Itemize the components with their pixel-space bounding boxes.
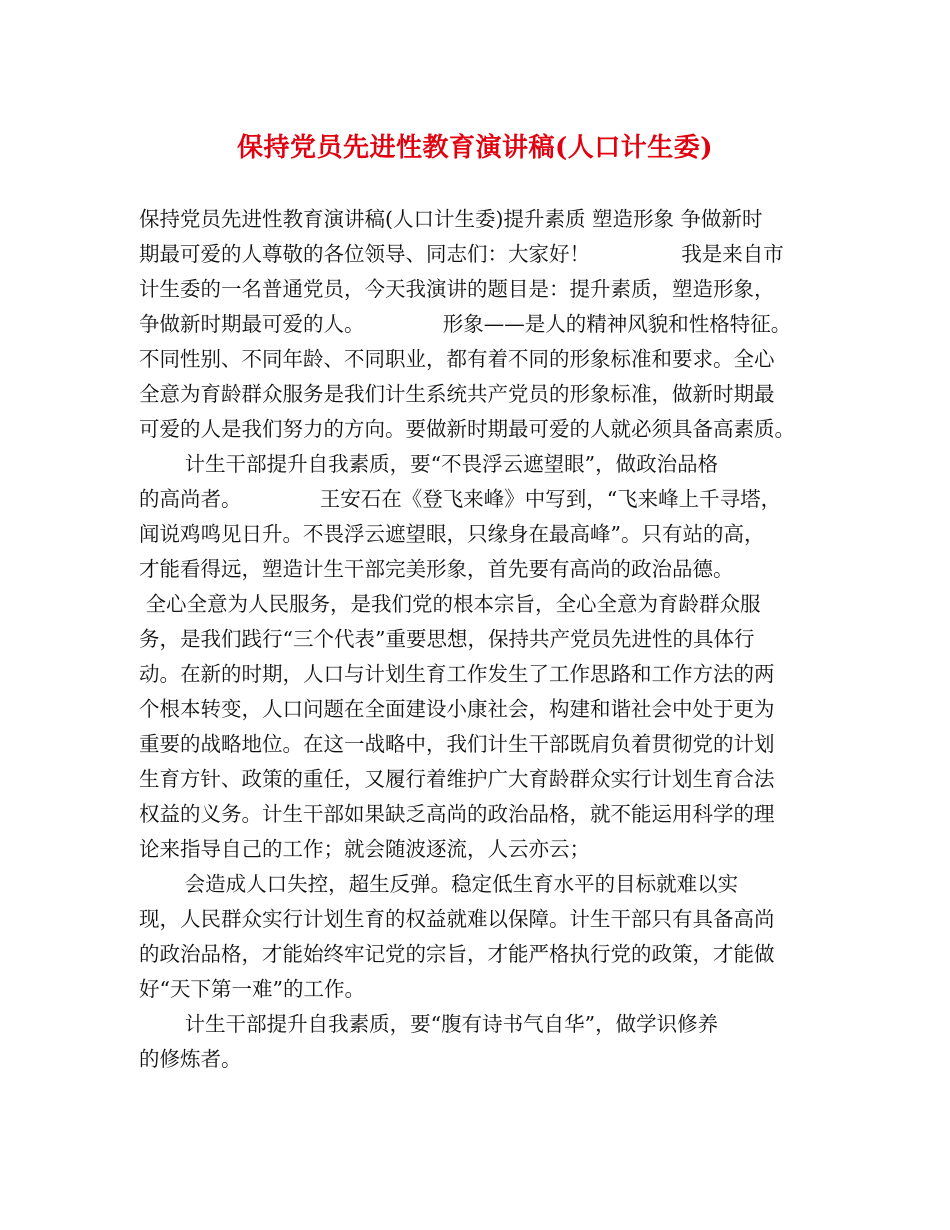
body-line: 的政治品格，才能始终牢记党的宗旨，才能严格执行党的政策，才能做 bbox=[139, 942, 775, 966]
body-line: 个根本转变，人口问题在全面建设小康社会，构建和谐社会中处于更为 bbox=[139, 697, 775, 721]
body-line: 会造成人口失控，超生反弹。稳定低生育水平的目标就难以实 bbox=[139, 872, 739, 896]
body-line: 生育方针、政策的重任，又履行着维护广大育龄群众实行计划生育合法 bbox=[139, 767, 775, 791]
body-line: 现，人民群众实行计划生育的权益就难以保障。计生干部只有具备高尚 bbox=[139, 907, 775, 931]
document-body bbox=[139, 202, 839, 1077]
body-line: 权益的义务。计生干部如果缺乏高尚的政治品格，就不能运用科学的理 bbox=[139, 802, 775, 826]
body-line: 不同性别、不同年龄、不同职业，都有着不同的形象标准和要求。全心 bbox=[139, 347, 775, 371]
body-line: 务，是我们践行“三个代表”重要思想，保持共产党员先进性的具体行 bbox=[139, 627, 755, 651]
body-line: 全心全意为人民服务，是我们党的根本宗旨，全心全意为育龄群众服 bbox=[139, 592, 761, 616]
body-line: 动。在新的时期，人口与计划生育工作发生了工作思路和工作方法的两 bbox=[139, 662, 775, 686]
document-title: 保持党员先进性教育演讲稿(人口计生委) bbox=[236, 133, 714, 163]
body-line: 才能看得远，塑造计生干部完美形象，首先要有高尚的政治品德。 bbox=[139, 557, 734, 581]
body-line: 期最可爱的人尊敬的各位领导、同志们：大家好！ 我是来自市 bbox=[139, 242, 784, 266]
body-line: 计生干部提升自我素质，要“不畏浮云遮望眼”，做政治品格 bbox=[139, 452, 719, 476]
body-line: 的高尚者。 王安石在《登飞来峰》中写到，“飞来峰上千寻塔， bbox=[139, 487, 782, 511]
body-line: 可爱的人是我们努力的方向。要做新时期最可爱的人就必须具备高素质。 bbox=[139, 417, 795, 441]
body-line: 全意为育龄群众服务是我们计生系统共产党员的形象标准，做新时期最 bbox=[139, 382, 775, 406]
body-line: 保持党员先进性教育演讲稿(人口计生委)提升素质 塑造形象 争做新时 bbox=[139, 207, 763, 231]
body-line: 重要的战略地位。在这一战略中，我们计生干部既肩负着贯彻党的计划 bbox=[139, 732, 775, 756]
body-line: 的修炼者。 bbox=[139, 1047, 242, 1071]
body-line: 论来指导自己的工作；就会随波逐流，人云亦云； bbox=[139, 837, 590, 861]
body-line: 闻说鸡鸣见日升。不畏浮云遮望眼，只缘身在最高峰”。只有站的高， bbox=[139, 522, 765, 546]
body-line: 计生委的一名普通党员，今天我演讲的题目是：提升素质，塑造形象， bbox=[139, 277, 775, 301]
body-line: 计生干部提升自我素质，要“腹有诗书气自华”，做学识修养 bbox=[139, 1012, 719, 1036]
body-line: 争做新时期最可爱的人。 形象——是人的精神风貌和性格特征。 bbox=[139, 312, 792, 336]
body-line: 好“天下第一难”的工作。 bbox=[139, 977, 365, 1001]
